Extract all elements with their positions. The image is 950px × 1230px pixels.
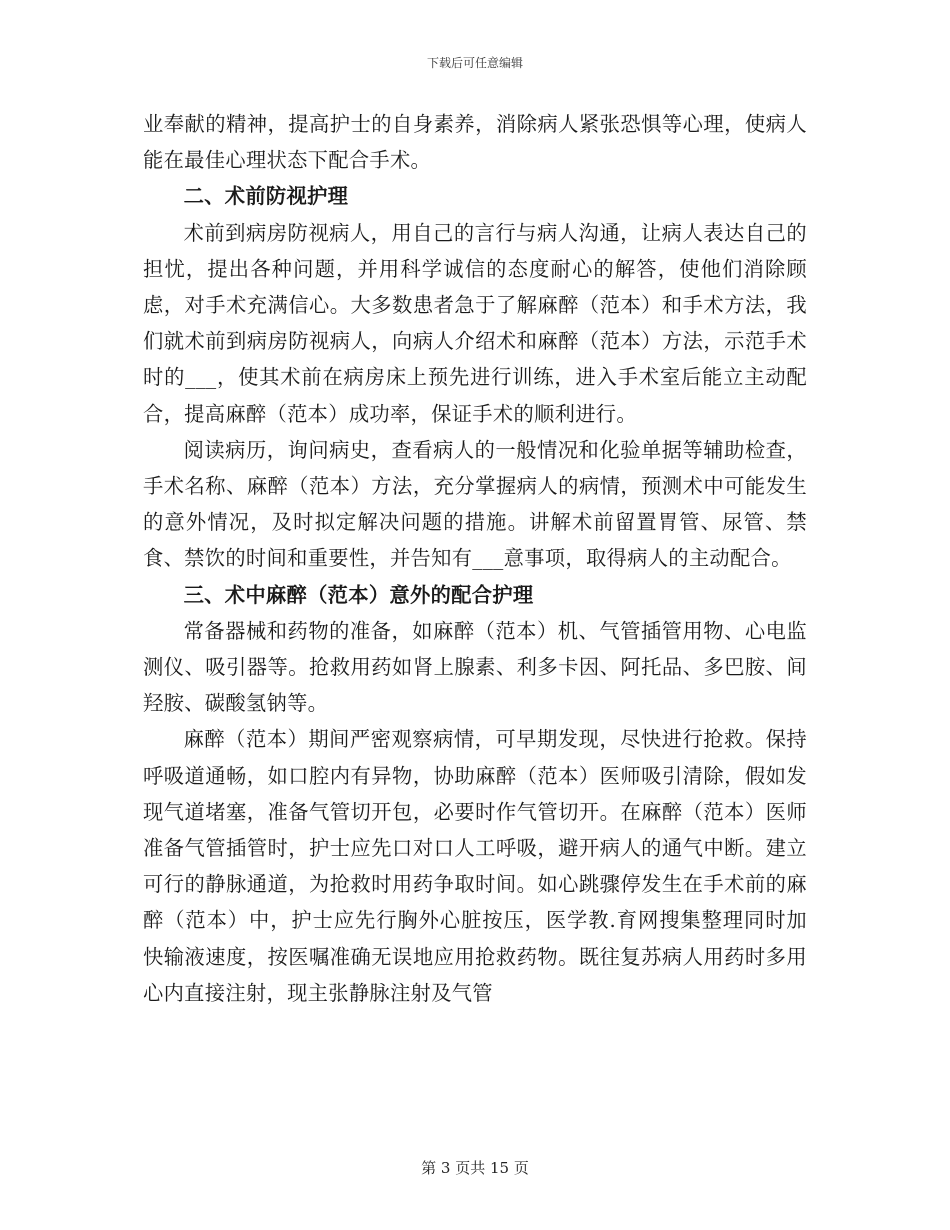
document-body <box>143 106 807 1011</box>
paragraph-continued: 业奉献的精神，提高护士的自身素养，消除病人紧张恐惧等心理，使病人能在最佳心理状态下配合手术。 <box>143 112 807 173</box>
paragraph-read-records: 阅读病历，询问病史，查看病人的一般情况和化验单据等辅助检查，手术名称、麻醉（范本）方法，充分掌握病人的病情，预测术中可能发生的意外情况，及时拟定解决问题的措施。讲解术前留置胃管、尿管、禁食、禁饮的时间和重要性，并告知有___意事项，取得病人的主动配合。 <box>143 437 807 571</box>
paragraph-observation: 麻醉（范本）期间严密观察病情，可早期发现，尽快进行抢救。保持呼吸道通畅，如口腔内有异物，协助麻醉（范本）医师吸引清除，假如发现气道堵塞，准备气管切开包，必要时作气管切开。在麻醉（范本）医师准备气管插管时，护士应先口对口人工呼吸，避开病人的通气中断。建立可行的静脉通道，为抢救时用药争取时间。如心跳骤停发生在手术前的麻醉（范本）中，护士应先行胸外心脏按压，医学教.育网搜集整理同时加快输液速度，按医嘱准确无误地应用抢救药物。既往复苏病人用药时多用心内直接注射，现主张静脉注射及气管 <box>143 727 807 1005</box>
section-heading-preop-visit: 二、术前防视护理 <box>183 184 349 209</box>
paragraph-preop-visit: 术前到病房防视病人，用自己的言行与病人沟通，让病人表达自己的担忧，提出各种问题，并用科学诚信的态度耐心的解答，使他们消除顾虑，对手术充满信心。大多数患者急于了解麻醉（范本）和手术方法，我们就术前到病房防视病人，向病人介绍术和麻醉（范本）方法，示范手术时的___，使其术前在病房床上预先进行训练，进入手术室后能立主动配合，提高麻醉（范本）成功率，保证手术的顺利进行。 <box>143 220 807 426</box>
page-footer: 第 3 页共 15 页 <box>421 1159 529 1177</box>
page-header: 下载后可任意编辑 <box>426 56 523 70</box>
section-heading-intraop-care: 三、术中麻醉（范本）意外的配合护理 <box>183 582 534 607</box>
paragraph-equipment-prep: 常备器械和药物的准备，如麻醉（范本）机、气管插管用物、心电监测仪、吸引器等。抢救用药如肾上腺素、利多卡因、阿托品、多巴胺、间羟胺、碳酸氢钠等。 <box>143 618 807 716</box>
